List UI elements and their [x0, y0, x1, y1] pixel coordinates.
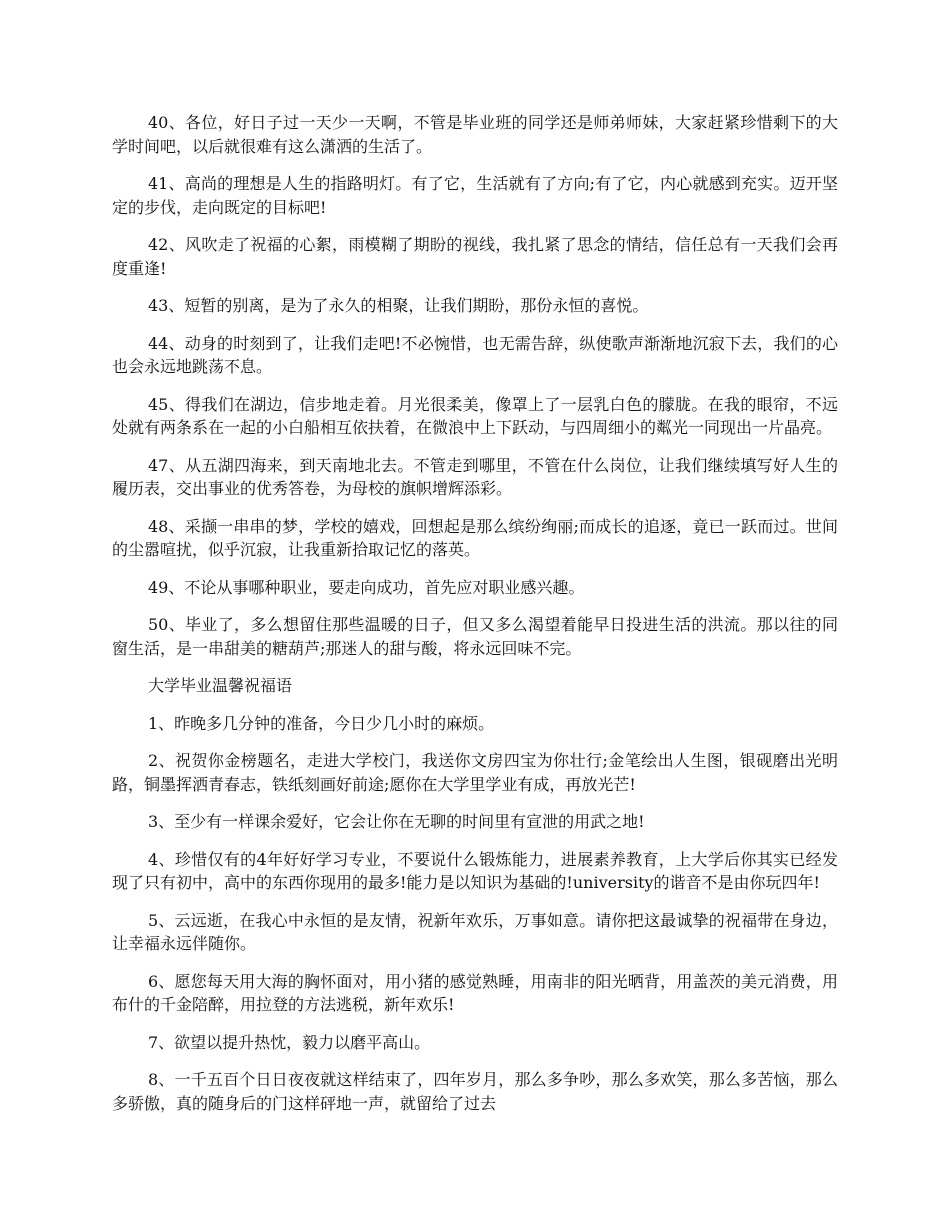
wish-7: 7、欲望以提升热忱，毅力以磨平高山。: [148, 1032, 431, 1052]
paragraph-40: 40、各位，好日子过一天少一天啊，不管是毕业班的同学还是师弟师妹，大家赶紧珍惜剩下的大学时间吧，以后就很难有这么潇洒的生活了。: [112, 113, 838, 156]
wish-2: 2、祝贺你金榜题名，走进大学校门，我送你文房四宝为你壮行;金笔绘出人生图，银砚磨出光明路，铜墨挥洒青春志，铁纸刻画好前途;愿你在大学里学业有成，再放光芒!: [112, 751, 838, 794]
wish-3: 3、至少有一样课余爱好，它会让你在无聊的时间里有宣泄的用武之地!: [148, 812, 645, 831]
document-body: [112, 111, 838, 1129]
paragraph-42: 42、风吹走了祝福的心絮，雨模糊了期盼的视线，我扎紧了思念的情结，信任总有一天我们会再度重逢!: [112, 235, 838, 278]
paragraph-41: 41、高尚的理想是人生的指路明灯。有了它，生活就有了方向;有了它，内心就感到充实。迈开坚定的步伐，走向既定的目标吧!: [112, 174, 838, 217]
wish-5: 5、云远逝，在我心中永恒的是友情，祝新年欢乐，万事如意。请你把这最诚挚的祝福带在身边，让幸福永远伴随你。: [112, 910, 838, 953]
paragraph-50: 50、毕业了，多么想留住那些温暖的日子，但又多么渴望着能早日投进生活的洪流。那以往的同窗生活，是一串甜美的糖葫芦;那迷人的甜与酸，将永远回味不完。: [112, 615, 838, 658]
paragraph-47: 47、从五湖四海来，到天南地北去。不管走到哪里，不管在什么岗位，让我们继续填写好人生的履历表，交出事业的优秀答卷，为母校的旗帜增辉添彩。: [112, 455, 838, 498]
paragraph-43: 43、短暂的别离，是为了永久的相聚，让我们期盼，那份永恒的喜悦。: [148, 296, 649, 315]
wish-4: 4、珍惜仅有的4年好好学习专业，不要说什么锻炼能力，进展素养教育，上大学后你其实已经发现了只有初中，高中的东西你现用的最多!能力是以知识为基础的!university的谐音不是由你玩四年!: [112, 849, 838, 892]
wish-1: 1、昨晚多几分钟的准备，今日少几小时的麻烦。: [148, 713, 495, 733]
paragraph-44: 44、动身的时刻到了，让我们走吧!不必惋惜，也无需告辞，纵使歌声渐渐地沉寂下去，我们的心也会永远地跳荡不息。: [112, 333, 838, 376]
paragraph-45: 45、得我们在湖边，信步地走着。月光很柔美，像罩上了一层乳白色的朦胧。在我的眼帘，不远处就有两条系在一起的小白船相互依扶着，在微浪中上下跃动，与四周细小的粼光一同现出一片晶亮。: [112, 394, 838, 437]
wish-6: 6、愿您每天用大海的胸怀面对，用小猪的感觉熟睡，用南非的阳光晒背，用盖茨的美元消费，用布什的千金陪醉，用拉登的方法逃税，新年欢乐!: [112, 971, 838, 1014]
paragraph-49: 49、不论从事哪种职业，要走向成功，首先应对职业感兴趣。: [148, 577, 585, 597]
paragraph-48: 48、采撷一串串的梦，学校的嬉戏，回想起是那么缤纷绚丽;而成长的追逐，竟已一跃而过。世间的尘嚣喧扰，似乎沉寂，让我重新拾取记忆的落英。: [112, 516, 838, 559]
wish-8: 8、一千五百个日日夜夜就这样结束了，四年岁月，那么多争吵，那么多欢笑，那么多苦恼，那么多骄傲，真的随身后的门这样砰地一声，就留给了过去: [112, 1070, 838, 1113]
section-heading: 大学毕业温馨祝福语: [148, 676, 293, 695]
